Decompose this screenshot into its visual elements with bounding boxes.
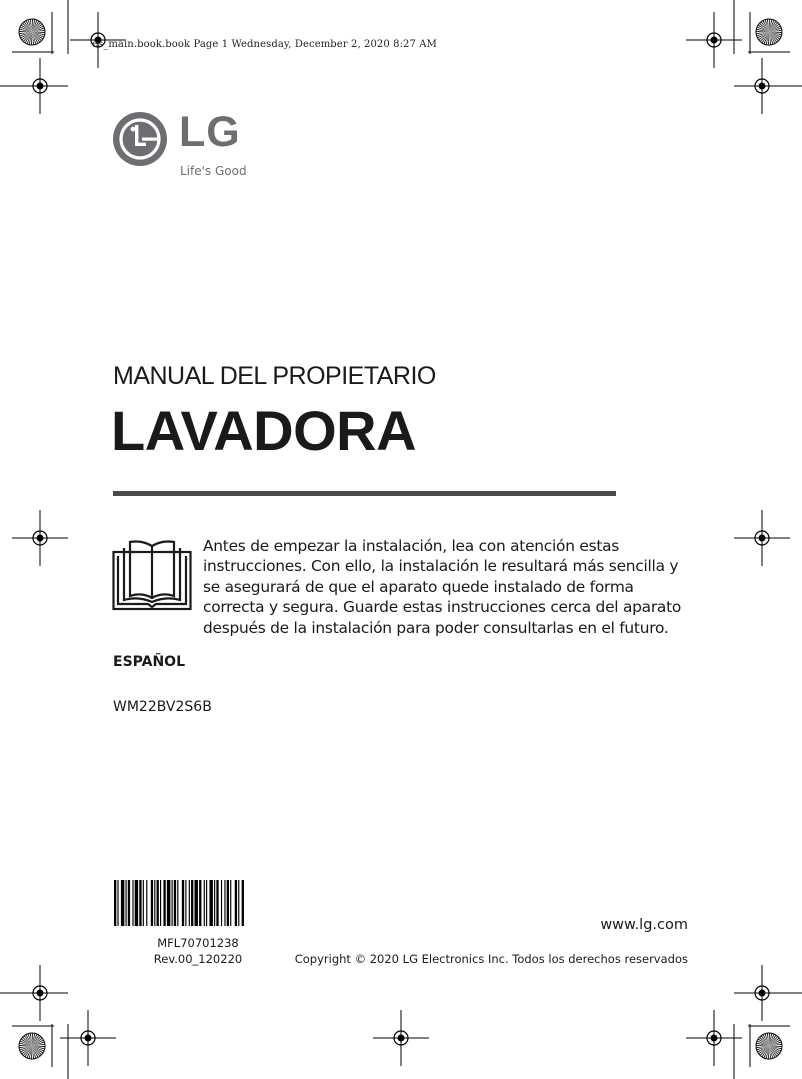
- barcode-bar: [126, 880, 127, 926]
- barcode-bar: [242, 880, 244, 926]
- barcode-bar: [163, 880, 165, 926]
- barcode-bar: [238, 880, 239, 926]
- barcode-bar: [204, 880, 205, 926]
- barcode-bar: [224, 880, 225, 926]
- barcode-bar: [191, 880, 193, 926]
- barcode-bar: [214, 880, 215, 926]
- color-bar-target-icon: [19, 19, 45, 45]
- barcode-bar: [135, 880, 138, 926]
- brand-name: LG: [179, 108, 241, 156]
- barcode-bar: [157, 880, 159, 926]
- lg-logo-icon: [112, 111, 168, 167]
- barcode-bar: [199, 880, 201, 926]
- barcode-bar: [185, 880, 186, 926]
- barcode-bar: [117, 880, 118, 926]
- barcode-bar: [121, 880, 124, 926]
- barcode-bar: [146, 880, 147, 926]
- barcode-bar: [206, 880, 207, 926]
- barcode-bar: [230, 880, 231, 926]
- registration-mark-icon: [734, 965, 790, 1021]
- barcode-bar: [182, 880, 184, 926]
- document-title: LAVADORA: [111, 399, 417, 462]
- barcode-bar: [139, 880, 141, 926]
- registration-mark-icon: [734, 510, 790, 566]
- color-bar-target-icon: [756, 1033, 782, 1059]
- print-header: es_main.book.book Page 1 Wednesday, December 2, 2020 8:27 AM: [92, 39, 437, 50]
- copyright-notice: Copyright © 2020 LG Electronics Inc. Todos los derechos reservados: [294, 952, 688, 966]
- barcode-bar: [195, 880, 198, 926]
- barcode: [112, 880, 284, 928]
- barcode-bar: [172, 880, 173, 926]
- brand-slogan: Life's Good: [180, 164, 247, 178]
- barcode-bar: [209, 880, 212, 926]
- barcode-bar: [227, 880, 229, 926]
- website-link[interactable]: www.lg.com: [600, 917, 688, 933]
- barcode-bar: [154, 880, 155, 926]
- barcode-bar: [132, 880, 133, 926]
- barcode-bar: [221, 880, 222, 926]
- barcode-bar: [216, 880, 218, 926]
- revision-number: Rev.00_120220: [153, 952, 243, 966]
- model-number: WM22BV2S6B: [113, 699, 212, 715]
- registration-mark-icon: [12, 510, 68, 566]
- open-book-icon: [112, 538, 192, 612]
- part-number: MFL70701238: [157, 936, 239, 950]
- language-label: ESPAÑOL: [113, 654, 185, 670]
- registration-mark-icon: [12, 965, 68, 1021]
- barcode-bar: [235, 880, 237, 926]
- barcode-bar: [177, 880, 178, 926]
- barcode-bar: [189, 880, 190, 926]
- document-subtitle: MANUAL DEL PROPIETARIO: [113, 362, 436, 390]
- color-bar-target-icon: [756, 19, 782, 45]
- registration-mark-icon: [734, 58, 790, 114]
- barcode-bar: [114, 880, 116, 926]
- color-bar-target-icon: [19, 1033, 45, 1059]
- barcode-bar: [128, 880, 130, 926]
- title-divider: [113, 491, 616, 496]
- barcode-bar: [151, 880, 153, 926]
- barcode-bar: [167, 880, 170, 926]
- registration-mark-icon: [12, 58, 68, 114]
- registration-mark-icon: [373, 1010, 429, 1066]
- barcode-bar: [174, 880, 176, 926]
- barcode-bar: [160, 880, 161, 926]
- barcode-bar: [143, 880, 144, 926]
- intro-text: Antes de empezar la instalación, lea con atención estas instrucciones. Con ello, la instalación le resultará más sencilla y se asegurará de que el aparato quede instalado de forma correcta y segura. Guarde estas instrucciones cerca del aparato después de la instalación para poder consultarlas en el futuro.: [203, 537, 682, 637]
